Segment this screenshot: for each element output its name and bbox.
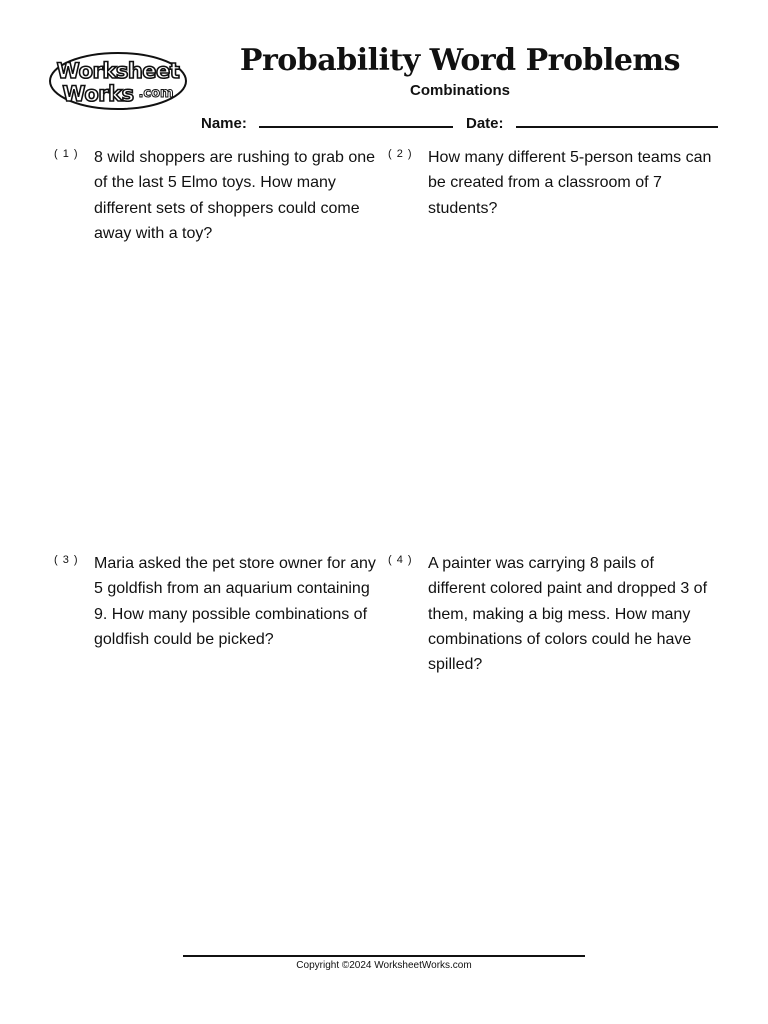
problem-text: 8 wild shoppers are rushing to grab one of the last 5 Elmo toys. How many different sets of shoppers could come away with a toy? (94, 149, 376, 242)
name-label: Name: (201, 115, 247, 132)
logo-line1: Worksheet (56, 59, 180, 83)
problem-number: ( 3 ) (54, 554, 79, 566)
page-title: Probability Word Problems (239, 43, 681, 78)
footer-divider (183, 955, 585, 957)
logo-line2: Works (62, 82, 134, 106)
problem-text: A painter was carrying 8 pails of different colored paint and dropped 3 of them, making a big mess. How many combinations of colors could he have spilled? (428, 555, 708, 674)
problem-number: ( 2 ) (388, 148, 413, 160)
date-label: Date: (466, 115, 504, 132)
logo-suffix: .com (138, 86, 174, 101)
page-subtitle: Combinations (410, 82, 510, 99)
problem-number: ( 4 ) (388, 554, 413, 566)
date-field[interactable] (516, 126, 718, 128)
problem-number: ( 1 ) (54, 148, 79, 160)
name-field[interactable] (259, 126, 453, 128)
problem-text: Maria asked the pet store owner for any 5 goldfish from an aquarium containing 9. How many possible combinations of goldfish could be picked? (94, 555, 376, 648)
copyright-text: Copyright ©2024 WorksheetWorks.com (296, 960, 472, 971)
worksheetworks-logo (48, 50, 192, 112)
problem-text: How many different 5-person teams can be created from a classroom of 7 students? (428, 149, 712, 217)
